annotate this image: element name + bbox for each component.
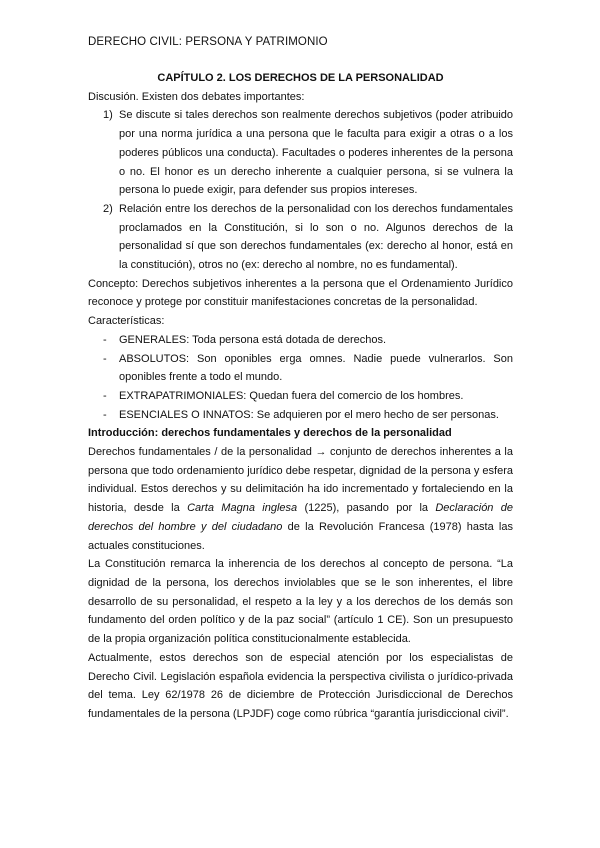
italic-title-declaracion: Declaración de derechos del hombre y del ciudadano (88, 502, 513, 533)
list-number: 2) (103, 202, 113, 215)
list-item (88, 106, 513, 200)
introduction-paragraph-2: La Constitución remarca la inherencia de los derechos al concepto de persona. “La dignidad de la persona, los derechos inviolables que se le son inherentes, el libre desarrollo de su personalidad, el respeto a la ley y a los derechos de los demás son fundamento del orden político y de la paz social” (artículo 1 CE). Son un presupuesto de la propia organización política constitucionalmente establecida. (88, 558, 513, 646)
dash-bullet: - (103, 352, 107, 365)
introduction-paragraph-1 (88, 443, 513, 555)
dash-bullet: - (103, 389, 107, 402)
list-item-text: Se discute si tales derechos son realmente derechos subjetivos (poder atribuido por una norma jurídica a una persona que le faculta para exigir a otras o a los poderes públicos una conducta). Facultades o poderes inherentes de la persona o no. El honor es un derecho inherente a cualquier persona, si se vulnera la persona lo puede exigir, para defender sus propios intereses. (119, 109, 513, 197)
introduction-paragraph-3: Actualmente, estos derechos son de especial atención por los especialistas de Derecho Civil. Legislación española evidencia la perspectiva civilista o jurídico-privada del tema. Ley 62/1978 26 de diciembre de Protección Jurisdiccional de Derechos fundamentales de la persona (LPJDF) coge como rúbrica “garantía jurisdiccional civil”. (88, 651, 513, 720)
list-item-text: Relación entre los derechos de la personalidad con los derechos fundamentales proclamados en la Constitución, si lo son o no. Algunos derechos de la personalidad sí que son derechos fundamentales (ex: derecho al honor, está en la constitución), otros no (ex: derecho al nombre, no es fundamental). (119, 202, 513, 272)
chapter-title: CAPÍTULO 2. LOS DERECHOS DE LA PERSONALIDAD (157, 72, 444, 84)
debates-list (88, 106, 513, 274)
paragraph-text: de la Revolución Francesa (1978) hasta las actuales constituciones. (88, 520, 513, 552)
list-item-text: EXTRAPATRIMONIALES: Quedan fuera del comercio de los hombres. (119, 389, 464, 402)
list-item-text: ABSOLUTOS: Son oponibles erga omnes. Nadie puede vulnerarlos. Son oponibles frente a todo el mundo. (119, 352, 513, 384)
list-item (88, 406, 513, 425)
paragraph-text: Derechos fundamentales / de la personalidad → conjunto de derechos inherentes a la persona que todo ordenamiento jurídico debe respetar, dignidad de la persona y esfera individual. Estos derechos y su delimitación ha ido incrementado y fortaleciendo en la historia, desde la (88, 446, 513, 515)
list-item (88, 200, 513, 275)
list-item-text: ESENCIALES O INNATOS: Se adquieren por el mero hecho de ser personas. (119, 408, 499, 421)
section-heading: Introducción: derechos fundamentales y derechos de la personalidad (88, 427, 452, 440)
page-content (88, 69, 513, 724)
discussion-intro: Discusión. Existen dos debates importantes: (88, 90, 305, 103)
paragraph-text: (1225), pasando por la (297, 502, 436, 515)
features-heading: Características: (88, 315, 165, 328)
list-item (88, 387, 513, 406)
concept-paragraph: Concepto: Derechos subjetivos inherentes a la persona que el Ordenamiento Jurídico reconoce y protege por constituir manifestaciones concretas de la personalidad. (88, 277, 513, 309)
running-header: DERECHO CIVIL: PERSONA Y PATRIMONIO (88, 36, 328, 48)
features-list (88, 331, 513, 425)
list-item (88, 350, 513, 387)
list-item-text: GENERALES: Toda persona está dotada de derechos. (119, 333, 387, 346)
italic-title-carta-magna: Carta Magna inglesa (187, 502, 298, 515)
dash-bullet: - (103, 408, 107, 421)
list-item (88, 331, 513, 350)
dash-bullet: - (103, 333, 107, 346)
list-number: 1) (103, 109, 113, 122)
